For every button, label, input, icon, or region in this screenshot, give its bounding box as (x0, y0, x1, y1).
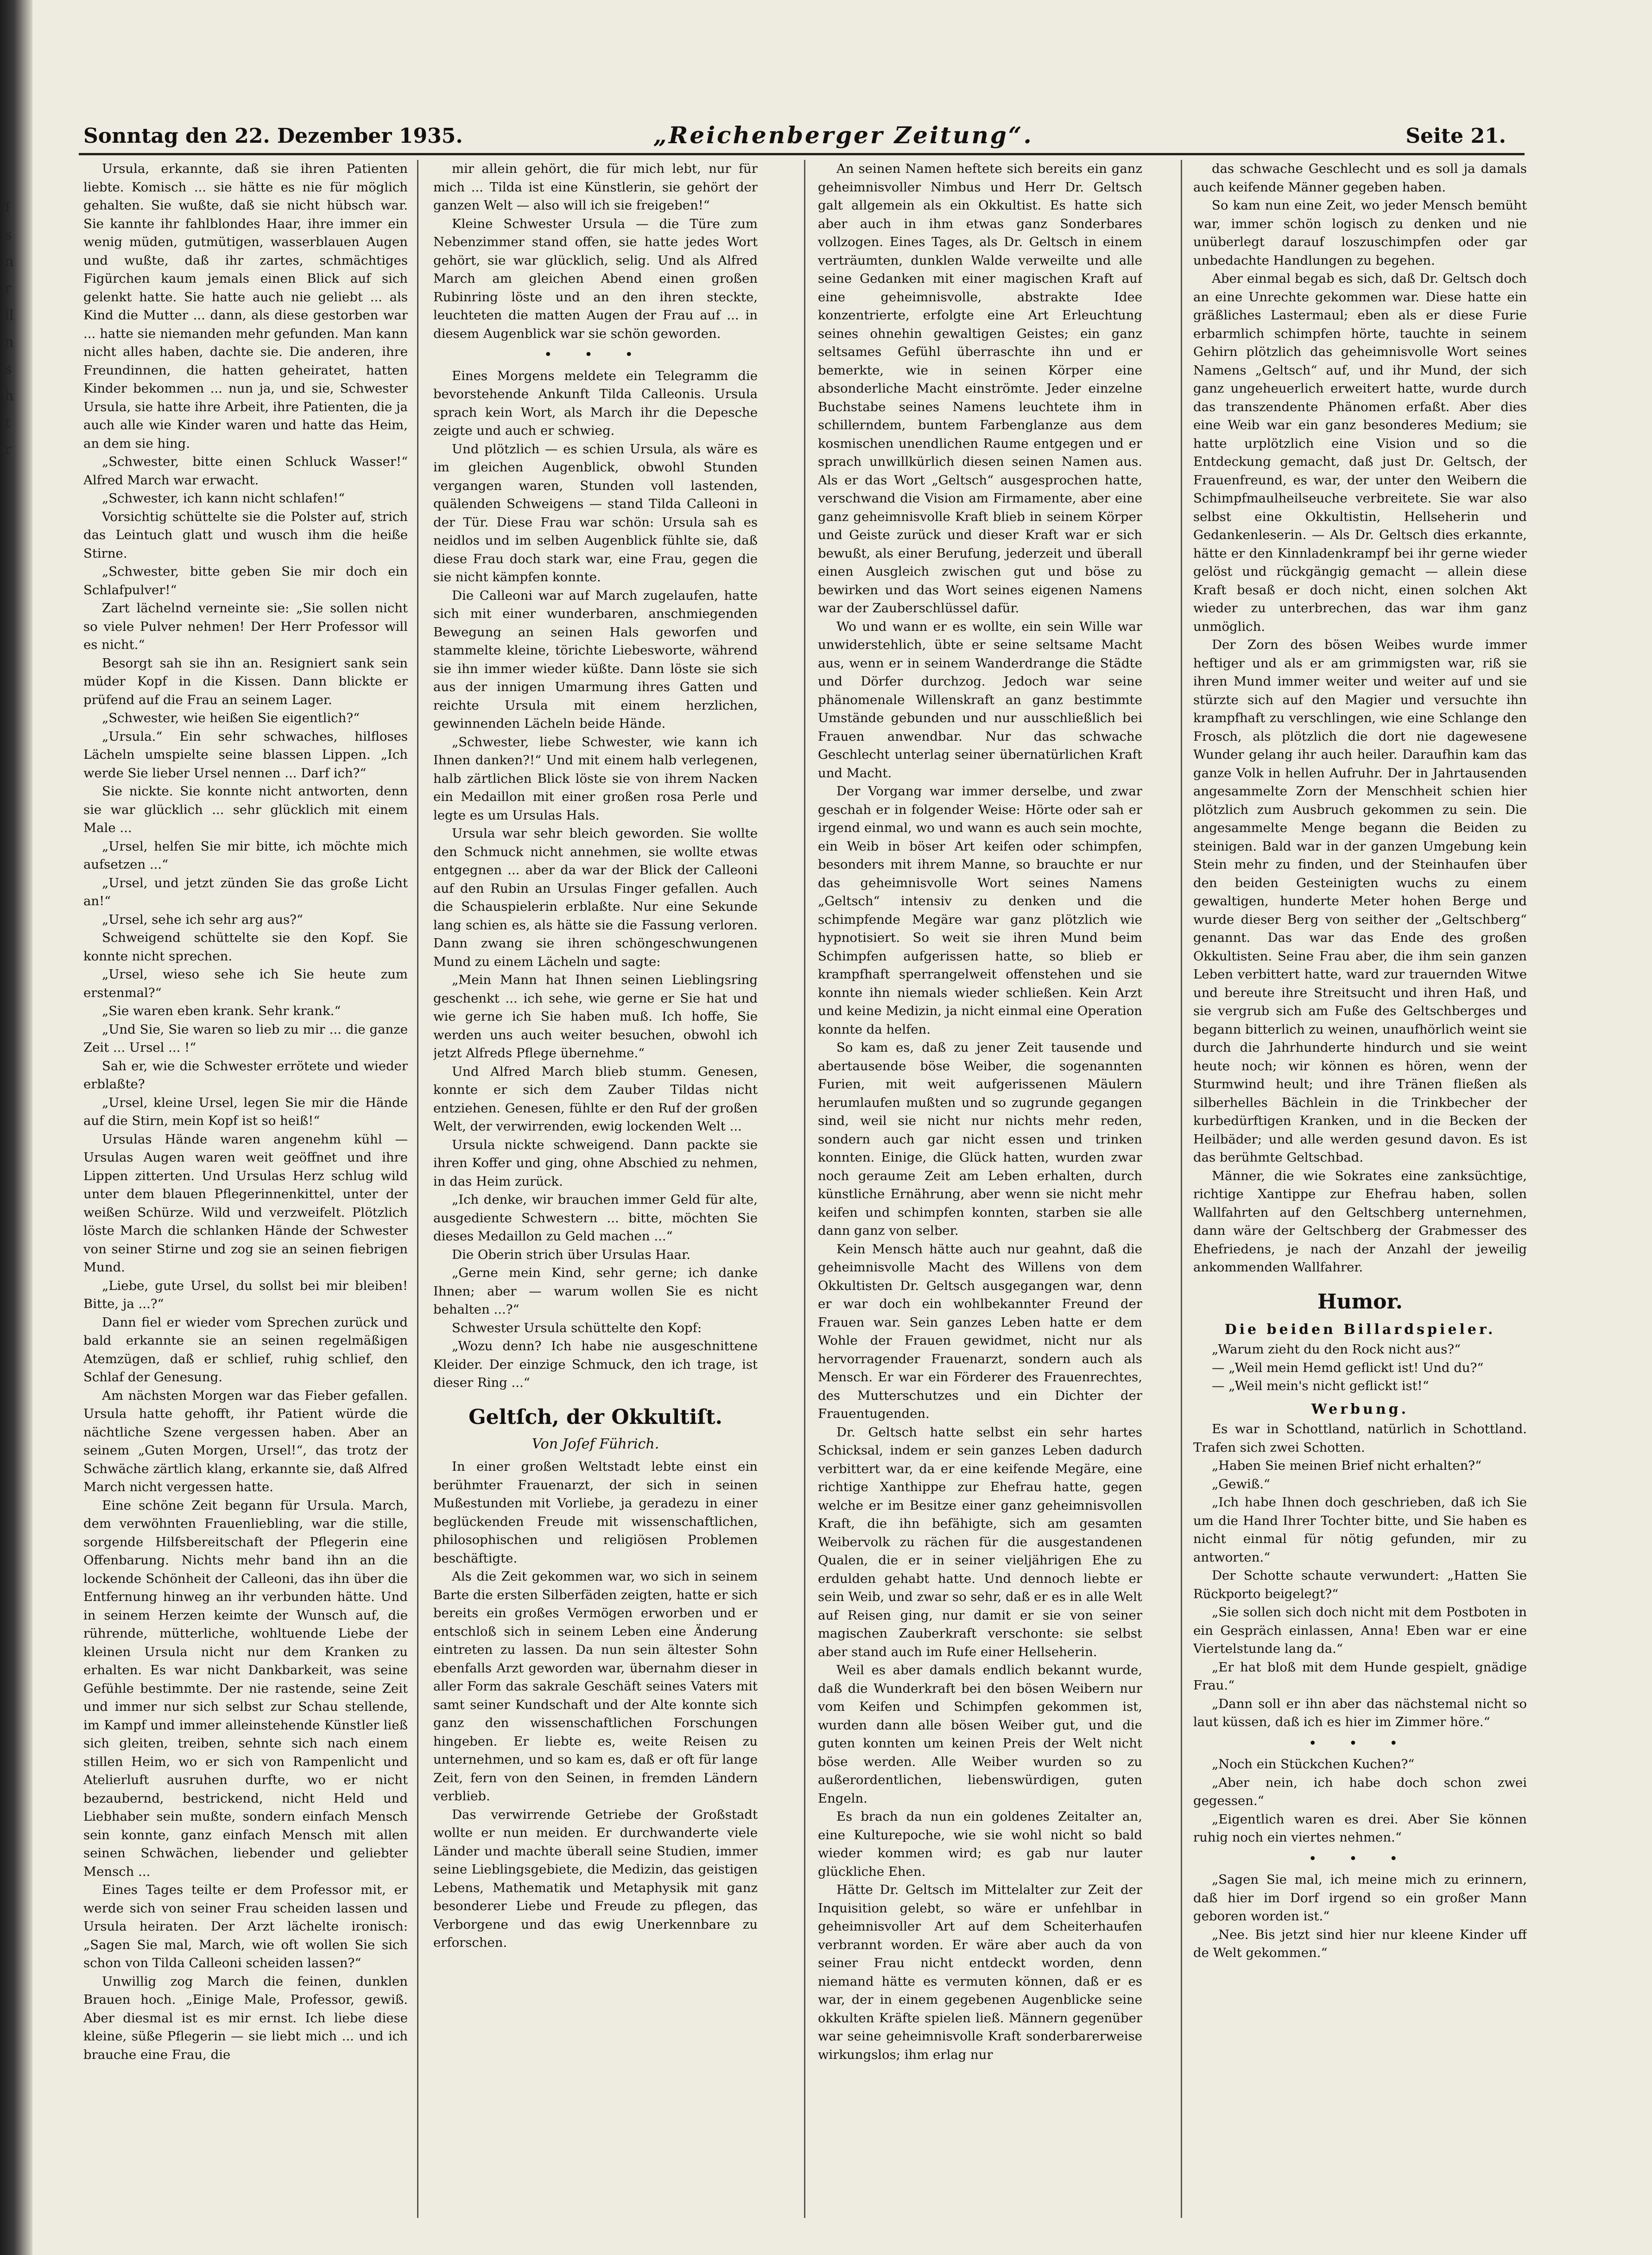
paragraph: Ursula, erkannte, daß sie ihren Patienten liebte. Komisch ... sie hätte es nie für möglich gehalten. Sie wußte, daß sie nicht hübsch war. Sie kannte ihr fahlblondes Haar, ihre immer ein wenig müden, gutmütigen, wasserblauen Augen und wußte, daß ihr zartes, schmächtiges Figürchen kaum jemals einen Blick auf sich gelenkt hatte. Sie hatte auch nie geliebt ... als Kind die Mutter ... dann, als diese gestorben war ... hatte sie niemanden mehr gefunden. Man kann nicht alles haben, dachte sie. Die anderen, ihre Freundinnen, die hatten geheiratet, hatten Kinder bekommen ... nun ja, und sie, Schwester Ursula, sie hatte ihre Arbeit, ihre Patienten, die ja auch alle wie Kinder waren und hatte das Heim, an dem sie hing. (83, 161, 408, 451)
paragraph: Zart lächelnd verneinte sie: „Sie sollen nicht so viele Pulver nehmen! Der Herr Professor will es nicht.“ (83, 601, 408, 652)
paragraph: „Mein Mann hat Ihnen seinen Lieblingsring geschenkt ... ich sehe, wie gerne er Sie hat und wie gerne ich Sie haben muß. Ich hoffe, Sie werden uns auch weiter besuchen, obwohl ich jetzt Alfreds Pflege übernehme.“ (433, 972, 758, 1061)
column-divider (1181, 160, 1182, 2218)
joke-billard (1193, 1340, 1527, 1396)
paragraph: „Und Sie, Sie waren so lieb zu mir ... die ganze Zeit ... Ursel ... !“ (83, 1022, 408, 1055)
paragraph: Sie nickte. Sie konnte nicht antworten, denn sie war glücklich ... sehr glücklich mit einem Male ... (83, 784, 408, 835)
paragraph: „Ursula.“ Ein sehr schwaches, hilfloses Lächeln umspielte seine blassen Lippen. „Ich werde Sie lieber Ursel nennen ... Darf ich?“ (83, 729, 408, 781)
paragraph: „Er hat bloß mit dem Hunde gespielt, gnädige Frau.“ (1193, 1659, 1527, 1693)
paragraph: Weil es aber damals endlich bekannt wurde, daß die Wunderkraft bei den bösen Weibern nur vom Keifen und Schimpfen gekommen ist, wurden dann alle bösen Weiber gut, und die guten konnten um keinen Preis der Welt nicht böse werden. Alle Weiber wurden so zu außerordentlichen, liebenswürdigen, guten Engeln. (818, 1663, 1142, 1806)
separator: • • • (1308, 1850, 1412, 1867)
paragraph: „Haben Sie meinen Brief nicht erhalten?“ (1212, 1458, 1482, 1473)
paragraph: „Schwester, bitte einen Schluck Wasser!“ Alfred March war erwacht. (83, 454, 408, 488)
paragraph: Männer, die wie Sokrates eine zanksüchtige, richtige Xantippe zur Ehefrau haben, sollen Wallfahrten auf den Geltschberg unternehmen, dann wäre der Geltschberg der Grabmesser des Ehefriedens, je nach der Anzahl der jeweilig ankommenden Wallfahrer. (1193, 1168, 1527, 1275)
paragraph: Es brach da nun ein goldenes Zeitalter an, eine Kulturepoche, wie sie wohl nicht so bald wieder kommen wird; es gab nur lauter glückliche Ehen. (818, 1809, 1142, 1879)
paragraph: mir allein gehört, die für mich lebt, nur für mich ... Tilda ist eine Künstlerin, sie gehört der ganzen Welt — also will ich sie freigeben!“ (433, 161, 758, 213)
paragraph: „Gerne mein Kind, sehr gerne; ich danke Ihnen; aber — warum wollen Sie es nicht behalten ...?“ (433, 1265, 758, 1317)
paragraph: Vorsichtig schüttelte sie die Polster auf, strich das Leintuch glatt und wusch ihm die heiße Stirne. (83, 509, 408, 561)
paragraph: Als die Zeit gekommen war, wo sich in seinem Barte die ersten Silberfäden zeigten, hatte er sich bereits ein großes Vermögen erworben und er entschloß sich in seinem Leben eine Änderung eintreten zu lassen. Da nun sein ältester Sohn ebenfalls Arzt geworden war, übernahm dieser in aller Form das sakrale Geschäft seines Vaters mit samt seiner Kundschaft und der Alte konnte sich ganz den wissenschaftlichen Forschungen hingeben. Er liebte es, weite Reisen zu unternehmen, und so kam es, daß er oft für lange Zeit, fern von den Seinen, in fremden Ländern verblieb. (433, 1569, 758, 1804)
story-end-part-1 (433, 160, 758, 343)
column-1 (83, 160, 408, 2218)
paragraph: Eine schöne Zeit begann für Ursula. March, dem verwöhnten Frauenliebling, war die stille, sorgende Hilfsbereitschaft der Pflegerin eine Offenbarung. Nichts mehr band ihn an die lockende Schönheit der Calleoni, das ihn über die Entfernung hinweg an ihr verbunden hätte. Und in seinem Herzen keimte der Wunsch auf, die rührende, mütterliche, wohltuende Liebe der kleinen Ursula nicht nur dem Kranken zu erhalten. Es war nicht Dankbarkeit, was seine Gefühle bestimmte. Der nie rastende, seine Zeit und immer nur sich selbst zur Schau stellende, im Kampf und immer alleinstehende Künstler ließ sich gleiten, treiben, sehnte sich nach einem stillen Heim, wo er sich von Rampenlicht und Atelierluft ausruhen durfte, wo er nicht bezaubernd, bestrickend, nicht Held und Liebhaber sein mußte, sondern einfach Mensch sein konnte, ganz einfach Mensch mit allen seinen Schwächen, liebender und geliebter Mensch ... (83, 1498, 408, 1879)
paragraph: Der Schotte schaute verwundert: „Hatten Sie Rückporto beigelegt?“ (1193, 1568, 1527, 1601)
paragraph: „Sie waren eben krank. Sehr krank.“ (102, 1004, 341, 1018)
paragraph: „Noch ein Stückchen Kuchen?“ (1212, 1757, 1415, 1772)
paragraph: „Liebe, gute Ursel, du sollst bei mir bleiben! Bitte, ja ...?“ (83, 1278, 408, 1311)
column-divider (417, 160, 418, 2218)
paragraph: „Nee. Bis jetzt sind hier nur kleene Kinder uff de Welt gekommen.“ (1193, 1927, 1527, 1960)
header-date: Sonntag den 22. Dezember 1935. (83, 124, 463, 148)
paragraph: Eines Morgens meldete ein Telegramm die bevorstehende Ankunft Tilda Calleonis. Ursula sprach kein Wort, als March ihr die Depesche zeigte und auch er schwieg. (433, 368, 758, 438)
article-continuation (1193, 160, 1527, 1277)
header-paper-name: „Reichenberger Zeitung“. (653, 121, 1033, 149)
paragraph: Kein Mensch hätte auch nur geahnt, daß die geheimnisvolle Macht des Willens von dem Okkultisten Dr. Geltsch ausgegangen war, denn er war doch ein wohlbekannter Freund der Frauen war. Sein ganzes Leben hatte er dem Wohle der Frauen gewidmet, nicht nur als hervorragender Frauenarzt, sondern auch als Mensch. Er war ein Förderer des Frauenrechtes, des Mutterschutzes und ein Dichter der Frauentugenden. (818, 1241, 1142, 1421)
paragraph: — „Weil mein Hemd geflickt ist! Und du?“ (1212, 1360, 1484, 1375)
paragraph: „Ursel, und jetzt zünden Sie das große Licht an!“ (83, 875, 408, 908)
paragraph: Und plötzlich — es schien Ursula, als wäre es im gleichen Augenblick, obwohl Stunden vergangen waren, Stunden voll lastenden, quälenden Schweigens — stand Tilda Calleoni in der Tür. Diese Frau war schön: Ursula sah es neidlos und im selben Augenblick fühlte sie, daß diese Frau doch stark war, eine Frau, gegen die sie nicht kämpfen konnte. (433, 441, 758, 584)
paragraph: „Dann soll er ihn aber das nächstemal nicht so laut küssen, daß ich es hier im Zimmer höre.“ (1193, 1696, 1527, 1729)
paragraph: „Schwester, ich kann nicht schlafen!“ (102, 491, 345, 506)
margin-letters: I s n r ll n s h t r (5, 200, 14, 458)
paragraph: „Aber nein, ich habe doch schon zwei gegessen.“ (1193, 1775, 1527, 1808)
paragraph: So kam nun eine Zeit, wo jeder Mensch bemüht war, immer schön logisch zu denken und nie unüberlegt darauf loszuschimpfen oder gar unbedachte Handlungen zu begehen. (1193, 198, 1527, 268)
header-page-number: Seite 21. (1405, 124, 1506, 148)
paragraph: „Schwester, liebe Schwester, wie kann ich Ihnen danken?!“ Und mit einem halb verlegenen, halb zärtlichen Blick löste sie von ihrem Nacken ein Medaillon mit einer großen rosa Perle und legte es um Ursulas Hals. (433, 734, 758, 823)
paragraph: Die Calleoni war auf March zugelaufen, hatte sich mit einer wunderbaren, anschmiegenden Bewegung an seinen Hals geworfen und stammelte kleine, törichte Liebesworte, während sie ihn immer wieder küßte. Dann löste sie sich aus der innigen Umarmung ihres Gatten und reichte Ursula mit einem herzlichen, gewinnenden Lächeln beide Hände. (433, 588, 758, 731)
paragraph: Dr. Geltsch hatte selbst ein sehr hartes Schicksal, indem er sein ganzes Leben dadurch verbittert war, da er eine keifende Megäre, eine richtige Xanthippe zur Ehefrau hatte, gegen welche er im Besitze einer ganz geheimnisvollen Kraft, die ihn befähigte, sich am gesamten Weibervolk zu rächen für die ausgestandenen Qualen, die er in seiner vieljährigen Ehe zu erdulden gehabt hatte. Und dennoch liebte er sein Weib, und zwar so sehr, daß er es in alle Welt auf Reisen ging, nur damit er sie von seiner magischen Zauberkraft verschonte: sie selbst aber stand auch im Rufe einer Hellseherin. (818, 1424, 1142, 1659)
paragraph: Der Vorgang war immer derselbe, und zwar geschah er in folgender Weise: Hörte oder sah er irgend einmal, wo und wann es auch sein mochte, ein Weib in böser Art keifen oder schimpfen, besonders mit ihrem Manne, so brauchte er nur das geheimnisvolle Wort seines Namens „Geltsch“ intensiv zu denken und die schimpfende Megäre war ganz plötzlich wie hypnotisiert. So weit sie ihren Mund beim Schimpfen aufgerissen hatte, so blieb er krampfhaft sperrangelweit offenstehen und sie konnte ihn niemals wieder schließen. Kein Arzt und keine Medizin, ja nicht einmal eine Operation konnte da helfen. (818, 784, 1142, 1037)
paragraph: „Schwester, wie heißen Sie eigentlich?“ (102, 711, 360, 725)
paragraph: „Warum zieht du den Rock nicht aus?“ (1212, 1342, 1461, 1357)
paragraph: Ursula nickte schweigend. Dann packte sie ihren Koffer und ging, ohne Abschied zu nehmen, in das Heim zurück. (433, 1137, 758, 1189)
paragraph: „Schwester, bitte geben Sie mir doch ein Schlafpulver!“ (83, 564, 408, 597)
header-rule (79, 153, 1525, 155)
joke-werbung (1193, 1420, 1527, 1732)
paragraph: „Eigentlich waren es drei. Aber Sie können ruhig noch ein viertes nehmen.“ (1193, 1811, 1527, 1845)
joke-kuchen (1193, 1755, 1527, 1847)
paragraph: Dann fiel er wieder vom Sprechen zurück und bald erkannte sie an seinen regelmäßigen Atemzügen, daß er schlief, ruhig schlief, den Schlaf der Genesung. (83, 1315, 408, 1385)
article-body (433, 1458, 758, 1952)
paragraph: Besorgt sah sie ihn an. Resigniert sank sein müder Kopf in die Kissen. Dann blickte er prüfend auf die Frau an seinem Lager. (83, 655, 408, 707)
paragraph: „Sagen Sie mal, ich meine mich zu erinnern, daß hier im Dorf irgend so ein großer Mann geboren worden ist.“ (1193, 1872, 1527, 1924)
humor-heading: Humor. (1317, 1289, 1403, 1314)
paragraph: Eines Tages teilte er dem Professor mit, er werde sich von seiner Frau scheiden lassen und Ursula heiraten. Der Arzt lächelte ironisch: „Sagen Sie mal, March, wie oft wollen Sie sich schon von Tilda Calleoni scheiden lassen?“ (83, 1882, 408, 1970)
paragraph: An seinen Namen heftete sich bereits ein ganz geheimnisvoller Nimbus und Herr Dr. Geltsch galt allgemein als ein Okkultist. Es hatte sich aber auch in ihm etwas ganz Sonderbares vollzogen. Eines Tages, als Dr. Geltsch in einem verträumten, dunklen Walde verweilte und alle seine Gedanken mit einer magischen Kraft auf eine geheimnisvolle, abstrakte Idee konzentrierte, erfolgte eine Art Erleuchtung seines ohnehin gewaltigen Geistes; ein ganz seltsames Gefühl überraschte ihn und er bemerkte, wie in seinen Körper eine absonderliche Macht einströmte. Jeder einzelne Buchstabe seines Namens leuchtete ihm in schillerndem, buntem Farbenglanze aus dem kosmischen unendlichen Raume entgegen und er sprach unwillkürlich diesen seinen Namen aus. Als er das Wort „Geltsch“ ausgesprochen hatte, verschwand die Vision am Firmamente, aber eine ganz geheimnisvolle Kraft blieb in seinem Körper und Geiste zurück und dieser Kraft war er sich bewußt, als einer Berufung, jederzeit und überall einen Ausgleich zwischen gut und böse zu bewirken und das Wort seines eigenen Namens war der Zauberschlüssel dafür. (818, 161, 1142, 616)
paragraph: Schwester Ursula schüttelte den Kopf: (452, 1320, 702, 1335)
paragraph: — „Weil mein's nicht geflickt ist!“ (1212, 1378, 1429, 1393)
paragraph: „Ich denke, wir brauchen immer Geld für alte, ausgediente Schwestern ... bitte, möchten Sie dieses Medaillon zu Geld machen ...“ (433, 1192, 758, 1244)
joke-dorf (1193, 1871, 1527, 1963)
paragraph: Ursulas Hände waren angenehm kühl — Ursulas Augen waren weit geöffnet und ihre Lippen zitterten. Und Ursulas Herz schlug wild unter dem blauen Pflegerinnenkittel, unter der weißen Schürze. Wild und verzweifelt. Plötzlich löste March die schlanken Hände der Schwester von seiner Stirne und zog sie an seinen fiebrigen Mund. (83, 1131, 408, 1275)
paragraph: „Ursel, wieso sehe ich Sie heute zum erstenmal?“ (83, 967, 408, 1000)
paragraph: Schweigend schüttelte sie den Kopf. Sie konnte nicht sprechen. (83, 930, 408, 964)
article-author: Von Joſef Führich. (532, 1436, 659, 1452)
column-3 (818, 160, 1142, 2218)
paragraph: So kam es, daß zu jener Zeit tausende und abertausende böse Weiber, die sogenannten Furien, mit weit aufgerissenen Mäulern herumlaufen mußten und so zugrunde gegangen sind, weil sie nicht nur nichts mehr reden, sondern auch gar nicht essen und trinken konnten. Einige, die Glück hatten, wurden zwar noch geraume Zeit am Leben erhalten, durch künstliche Ernährung, aber wenn sie nicht mehr keifen und schimpfen konnten, starben sie alle dann ganz von selber. (818, 1040, 1142, 1238)
story-end-part-2 (433, 367, 758, 1392)
paragraph: „Ursel, kleine Ursel, legen Sie mir die Hände auf die Stirn, mein Kopf ist so heiß!“ (83, 1095, 408, 1128)
paragraph: Wo und wann er es wollte, ein sein Wille war unwiderstehlich, übte er seine seltsame Macht aus, wenn er in seinem Wanderdrange die Städte und Dörfer durchzog. Jedoch war seine phänomenale Willenskraft an ganz bestimmte Umstände gebunden und nur ausschließlich bei Frauen anwendbar. Nur das schwache Geschlecht unterlag seiner übernatürlichen Kraft und Macht. (818, 619, 1142, 781)
paragraph: „Ich habe Ihnen doch geschrieben, daß ich Sie um die Hand Ihrer Tochter bitte, und Sie haben es nicht einmal für nötig gefunden, mir zu antworten.“ (1193, 1495, 1527, 1565)
paragraph: Unwillig zog March die feinen, dunklen Brauen hoch. „Einige Male, Professor, gewiß. Aber diesmal ist es mir ernst. Ich liebe diese kleine, süße Pflegerin — sie liebt mich ... und ich brauche eine Frau, die (83, 1974, 408, 2062)
paragraph: Sah er, wie die Schwester errötete und wieder erblaßte? (83, 1058, 408, 1092)
paragraph: Kleine Schwester Ursula — die Türe zum Nebenzimmer stand offen, sie hatte jedes Wort gehört, sie war glücklich, selig. Und als Alfred March am gleichen Abend einen großen Rubinring löste und an den ihren steckte, leuchteten die matten Augen der Frau auf ... in diesem Augenblick war sie schön geworden. (433, 216, 758, 341)
column-divider (804, 160, 805, 2218)
paragraph: das schwache Geschlecht und es soll ja damals auch keifende Männer gegeben haben. (1193, 161, 1527, 195)
paragraph: Am nächsten Morgen war das Fieber gefallen. Ursula hatte gehofft, ihr Patient würde die nächtliche Szene vergessen haben. Aber an seinem „Guten Morgen, Ursel!“, das trotz der Schwäche zärtlich klang, erkannte sie, daß Alfred March nicht vergessen hatte. (83, 1388, 408, 1494)
joke-title-werbung: Werbung. (1311, 1401, 1409, 1417)
paragraph: Aber einmal begab es sich, daß Dr. Geltsch doch an eine Unrechte gekommen war. Diese hatte ein gräßliches Lastermaul; eben als er diese Furie erbarmlich schimpfen hörte, tauchte in seinem Gehirn plötzlich das geheimnisvolle Wort seines Namens „Geltsch“ auf, und ihr Mund, der sich ganz ungeheuerlich erweitert hatte, wurde durch das transzendente Phänomen erfaßt. Aber dies eine Weib war ein ganz besonderes Medium; sie hatte urplötzlich eine Vision und so die Entdeckung gemacht, daß just Dr. Geltsch, der Frauenfreund, es war, der unter den Weibern die Schimpfmaulheilseuche verbreitete. Sie war also selbst eine Okkultistin, Hellseherin und Gedankenleserin. — Als Dr. Geltsch dies erkannte, hätte er den Kinnladenkrampf bei ihr gerne wieder gelöst und rückgängig gemacht — allein diese Kraft besaß er doch nicht, einen solchen Akt wieder zu unterbrechen, das war ihm ganz unmöglich. (1193, 271, 1527, 634)
paragraph: Das verwirrende Getriebe der Großstadt wollte er nun meiden. Er durchwanderte viele Länder und machte überall seine Studien, immer seine Lieblingsgebiete, die Medizin, das geistigen Lebens, Mathematik und Metaphysik mit ganz besonderer Liebe und Freude zu pflegen, das Verborgene und das ewig Unerkennbare zu erforschen. (433, 1807, 758, 1950)
article-title: Geltſch, der Okkultiſt. (468, 1405, 722, 1429)
paragraph: Ursula war sehr bleich geworden. Sie wollte den Schmuck nicht annehmen, sie wollte etwas entgegnen ... aber da war der Blick der Calleoni auf den Rubin an Ursulas Finger gefallen. Auch die Schauspielerin erblaßte. Nur eine Sekunde lang schien es, als hätte sie die Fassung verloren. Dann zwang sie ihren schöngeschwungenen Mund zu einem Lächeln und sagte: (433, 826, 758, 969)
paragraph: In einer großen Weltstadt lebte einst ein berühmter Frauenarzt, der sich in seinen Mußestunden mit Vorliebe, ja geradezu in einer beglückenden Freude mit wissenschaftlichen, philosophischen und religiösen Problemen beschäftigte. (433, 1459, 758, 1566)
paragraph: Es war in Schottland, natürlich in Schottland. Trafen sich zwei Schotten. (1193, 1422, 1527, 1455)
paragraph: Und Alfred March blieb stumm. Genesen, konnte er sich dem Zauber Tildas nicht entziehen. Genesen, fühlte er den Ruf der großen Welt, der verwirrenden, ewig lockenden Welt ... (433, 1064, 758, 1134)
paragraph: Hätte Dr. Geltsch im Mittelalter zur Zeit der Inquisition gelebt, so wäre er unfehlbar in geheimnisvoller Art auf dem Scheiterhaufen verbrannt worden. Er wäre aber auch da von seiner Frau nicht entdeckt worden, denn niemand hätte es vermuten können, daß er es war, der in einem gegebenen Augenblicke seine okkulten Kräfte spielen ließ. Männern gegenüber war seine geheimnisvolle Kraft sonderbarerweise wirkungslos; ihm erlag nur (818, 1882, 1142, 2062)
separator: • • • (544, 347, 647, 363)
paragraph: „Ursel, helfen Sie mir bitte, ich möchte mich aufsetzen ...“ (83, 838, 408, 872)
column-2 (433, 160, 758, 2218)
paragraph: „Ursel, sehe ich sehr arg aus?“ (102, 912, 303, 927)
paragraph: Der Zorn des bösen Weibes wurde immer heftiger und als er am grimmigsten war, riß sie ihren Mund immer weiter und weiter auf und sie stürzte sich auf den Magier und versuchte ihn krampfhaft zu verschlingen, wie eine Schlange den Frosch, als plötzlich die dort nie dagewesene Wunder gelang ihr auch heiler. Daraufhin kam das ganze Volk in hellen Aufruhr. Der in Jahrtausenden angesammelte Zorn der Menschheit schien hier plötzlich zum Ausbruch gekommen zu sein. Die angesammelte Menge begann die Beiden zu steinigen. Bald war in der ganzen Umgebung kein Stein mehr zu finden, und der Steinhaufen über den beiden Gesteinigten wuchs zu einem gewaltigen, hunderte Meter hohen Berge und wurde dieser Berg von seither der „Geltschberg“ genannt. Das war das Ende des großen Okkultisten. Seine Frau aber, die ihm sein ganzen Leben verbittert hatte, ward zur trauernden Witwe und bereute ihre Streitsucht und ihren Haß, und sie vergrub sich am Fuße des Geltschberges und begann bitterlich zu weinen, unaufhörlich weint sie durch die Jahrhunderte hindurch und sie weint heute noch; wir können es hören, wenn der Sturmwind heult; und ihre Tränen fließen als silberhelles Bächlein in die Trinkbecher der kurbedürftigen Kranken, und in die Becken der Heilbäder; und alle werden gesund davon. Es ist das berühmte Geltschbad. (1193, 637, 1527, 1165)
paragraph: „Gewiß.“ (1212, 1476, 1270, 1492)
column-4 (1193, 160, 1527, 2218)
joke-title-billard: Die beiden Billardspieler. (1224, 1321, 1496, 1338)
separator: • • • (1308, 1735, 1412, 1752)
paragraph: „Wozu denn? Ich habe nie ausgeschnittene Kleider. Der einzige Schmuck, den ich trage, ist dieser Ring ...“ (433, 1339, 758, 1390)
paragraph: Die Oberin strich über Ursulas Haar. (452, 1247, 690, 1262)
page-header (51, 121, 1525, 154)
paragraph: „Sie sollen sich doch nicht mit dem Postboten in ein Gespräch einlassen, Anna! Eben war er eine Viertelstunde lang da.“ (1193, 1605, 1527, 1656)
